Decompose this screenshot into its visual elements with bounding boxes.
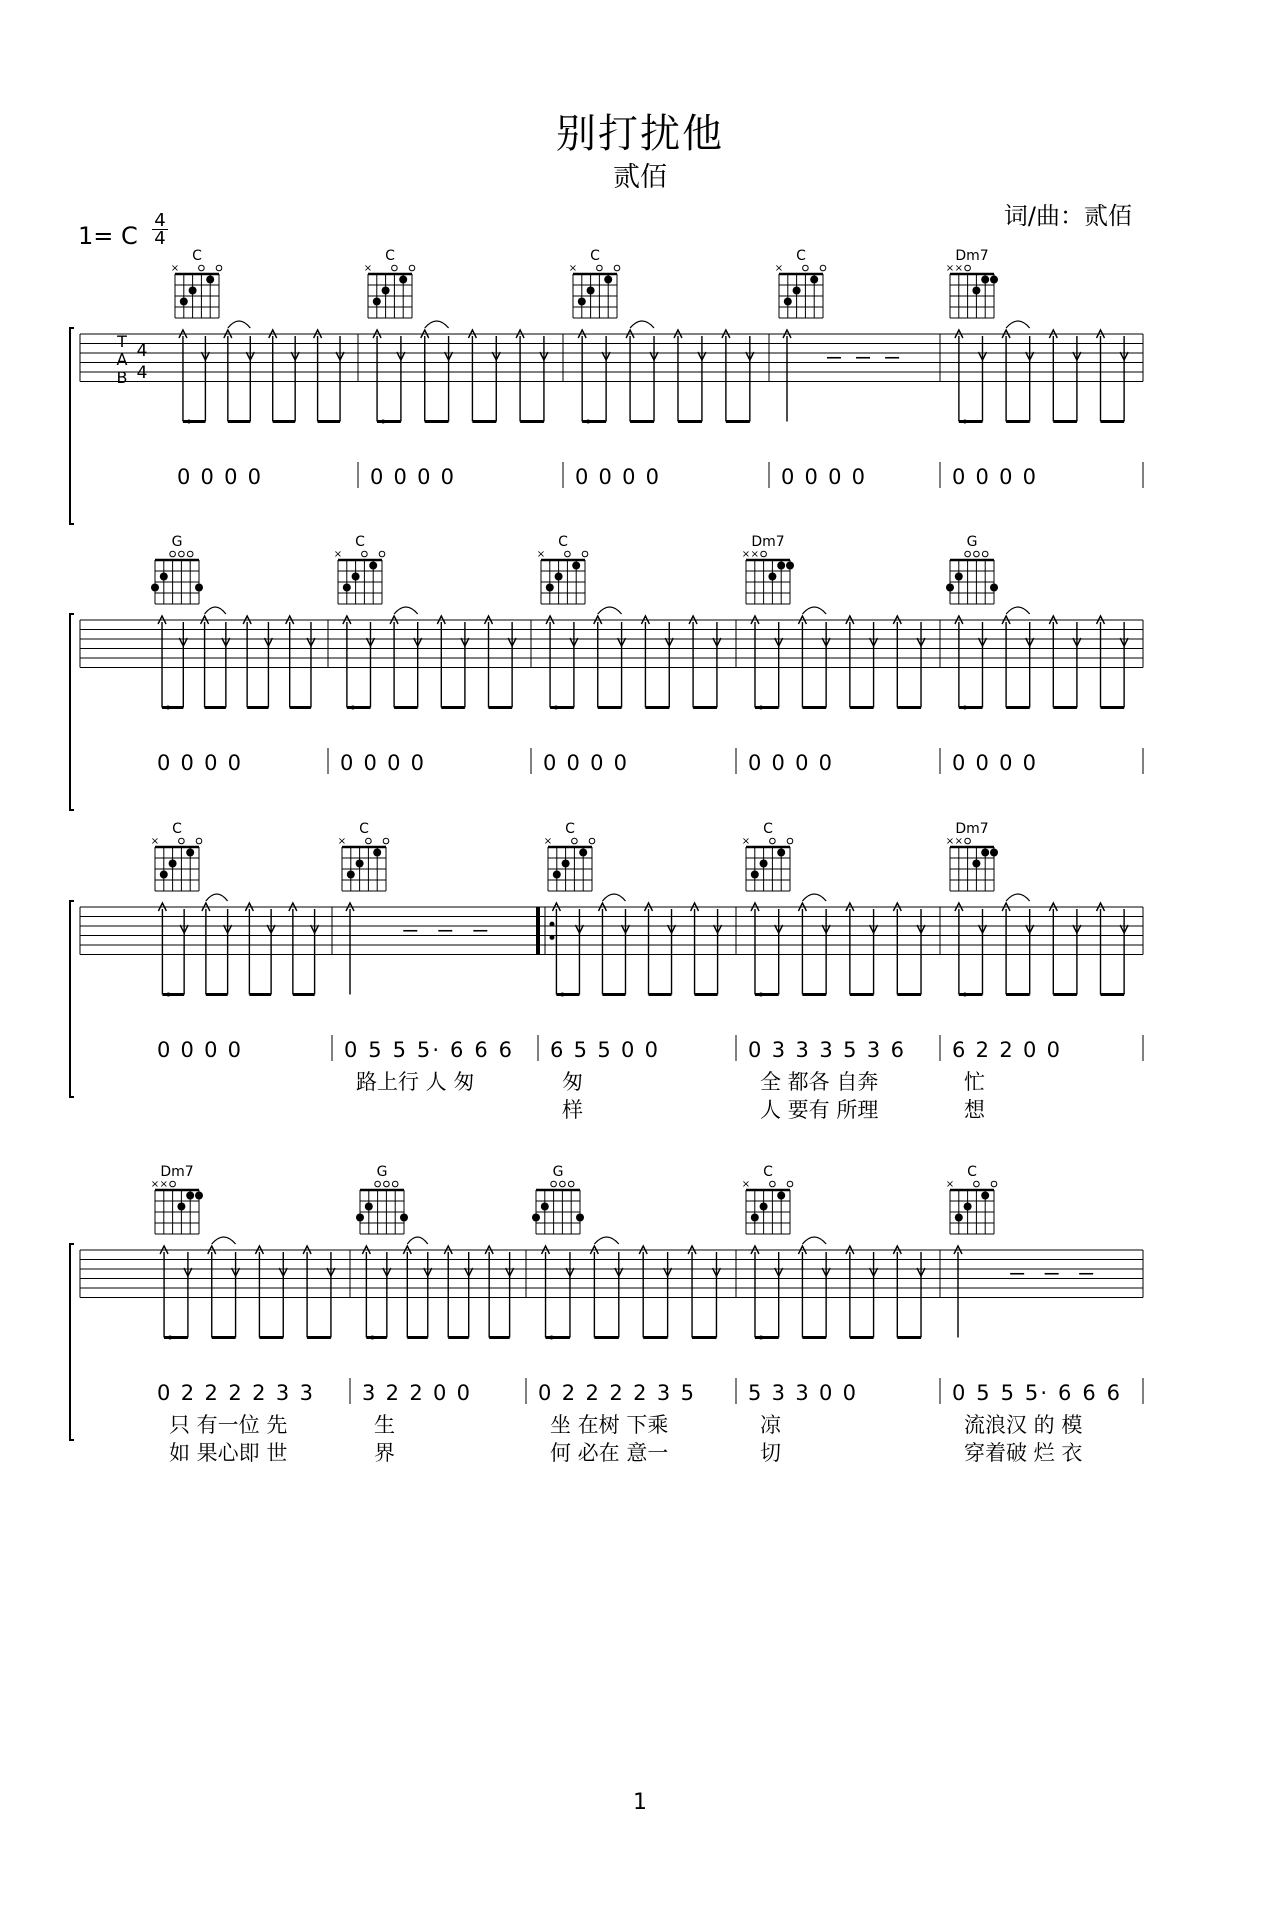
staff-system xyxy=(70,534,1143,810)
jianpu-notation: 0 5 5 5· 6 6 6 xyxy=(344,1038,512,1062)
chord-diagram xyxy=(742,1164,793,1234)
measure xyxy=(537,534,736,775)
svg-text:×: × xyxy=(954,836,963,847)
jianpu-notation: 0 0 0 0 xyxy=(575,465,659,489)
chord-diagram xyxy=(946,534,998,604)
measure xyxy=(151,534,328,775)
chord-diagram xyxy=(364,248,415,318)
svg-text:Dm7: Dm7 xyxy=(955,248,989,264)
lyric-line-2: 样 xyxy=(562,1098,583,1122)
measure xyxy=(338,821,538,1094)
measure xyxy=(151,1164,350,1465)
page-number: 1 xyxy=(633,1790,647,1815)
jianpu-notation: 0 0 0 0 xyxy=(952,465,1036,489)
chord-diagram xyxy=(334,534,385,604)
chord-diagram xyxy=(742,821,793,891)
chord-diagram xyxy=(151,1164,203,1234)
jianpu-notation: 0 0 0 0 xyxy=(952,751,1036,775)
svg-text:C: C xyxy=(590,248,600,264)
chord-diagram xyxy=(775,248,826,318)
svg-text:G: G xyxy=(552,1164,564,1180)
svg-text:Dm7: Dm7 xyxy=(955,821,989,837)
chord-diagram xyxy=(569,248,620,318)
measure xyxy=(946,821,1143,1122)
svg-text:G: G xyxy=(376,1164,388,1180)
svg-text:C: C xyxy=(967,1164,977,1180)
chord-diagram xyxy=(537,534,588,604)
lyric-line-2: 何 必在 意一 xyxy=(550,1441,669,1465)
chord-diagram xyxy=(544,821,595,891)
svg-text:G: G xyxy=(966,534,978,550)
svg-text:C: C xyxy=(763,1164,773,1180)
chord-diagram xyxy=(338,821,389,891)
chord-diagram xyxy=(356,1164,408,1234)
measure xyxy=(742,821,940,1122)
measure xyxy=(775,248,940,489)
chord-diagram xyxy=(171,248,222,318)
svg-text:×: × xyxy=(363,263,373,274)
jianpu-notation: 0 0 0 0 xyxy=(748,751,832,775)
lyric-line-1: 匆 xyxy=(562,1070,583,1094)
staff-system xyxy=(70,248,1143,524)
chord-diagram xyxy=(946,1164,997,1234)
jianpu-notation: 0 0 0 0 xyxy=(781,465,865,489)
svg-text:×: × xyxy=(170,263,180,274)
svg-text:C: C xyxy=(172,821,182,837)
chord-diagram xyxy=(946,821,998,891)
svg-text:G: G xyxy=(171,534,183,550)
lyric-line-1: 凉 xyxy=(760,1413,781,1437)
svg-text:×: × xyxy=(741,1179,751,1190)
svg-text:C: C xyxy=(192,248,202,264)
key-signature: 1= C xyxy=(78,222,138,250)
svg-text:C: C xyxy=(565,821,575,837)
lyric-line-2: 想 xyxy=(964,1098,985,1122)
chord-diagram xyxy=(151,534,203,604)
jianpu-notation: 0 0 0 0 xyxy=(370,465,454,489)
svg-text:C: C xyxy=(355,534,365,550)
staff-system xyxy=(70,1164,1143,1465)
svg-text:×: × xyxy=(945,1179,955,1190)
svg-text:C: C xyxy=(796,248,806,264)
artist-name: 贰佰 xyxy=(613,162,667,193)
lyric-line-2: 界 xyxy=(374,1441,395,1465)
svg-text:×: × xyxy=(536,549,546,560)
chord-diagram xyxy=(742,534,794,604)
svg-text:×: × xyxy=(150,836,160,847)
lyric-line-1: 流浪汉 的 模 xyxy=(964,1413,1083,1437)
measure xyxy=(334,534,531,775)
svg-text:×: × xyxy=(741,549,751,560)
chord-diagram xyxy=(151,821,202,891)
measure xyxy=(946,1164,1143,1465)
svg-text:C: C xyxy=(359,821,369,837)
jianpu-notation: 3 2 2 0 0 xyxy=(362,1381,470,1405)
lyric-line-2: 穿着破 烂 衣 xyxy=(964,1441,1083,1465)
jianpu-notation: 0 0 0 0 xyxy=(543,751,627,775)
jianpu-notation: 0 2 2 2 2 3 3 xyxy=(157,1381,313,1405)
lyric-line-1: 坐 在树 下乘 xyxy=(550,1413,669,1437)
jianpu-notation: 0 5 5 5· 6 6 6 xyxy=(952,1381,1120,1405)
measure xyxy=(742,534,940,775)
svg-text:×: × xyxy=(568,263,578,274)
lyric-line-1: 全 都各 自奔 xyxy=(760,1070,879,1094)
measure xyxy=(364,248,563,489)
time-signature-bottom: 4 xyxy=(154,228,166,249)
measure xyxy=(946,534,1143,775)
svg-text:×: × xyxy=(333,549,343,560)
measure xyxy=(356,1164,526,1465)
svg-text:C: C xyxy=(763,821,773,837)
lyric-line-1: 忙 xyxy=(964,1070,985,1094)
tab-letter: T xyxy=(117,332,127,351)
jianpu-notation: 0 0 0 0 xyxy=(157,751,241,775)
jianpu-notation: 0 0 0 0 xyxy=(177,465,261,489)
svg-text:×: × xyxy=(150,1179,160,1190)
jianpu-notation: 0 2 2 2 2 3 5 xyxy=(538,1381,694,1405)
measure xyxy=(946,248,1143,489)
jianpu-notation: 6 5 5 0 0 xyxy=(550,1038,658,1062)
jianpu-notation: 0 3 3 3 5 3 6 xyxy=(748,1038,904,1062)
svg-text:×: × xyxy=(945,836,955,847)
svg-text:×: × xyxy=(337,836,347,847)
svg-text:×: × xyxy=(954,263,963,274)
svg-text:Dm7: Dm7 xyxy=(751,534,785,550)
song-title: 别打扰他 xyxy=(556,111,724,157)
jianpu-notation: 6 2 2 0 0 xyxy=(952,1038,1060,1062)
chord-diagram xyxy=(946,248,998,318)
credits: 词/曲：贰佰 xyxy=(1003,202,1132,230)
measure xyxy=(171,248,358,489)
lyric-line-1: 只 有一位 先 xyxy=(169,1413,288,1437)
jianpu-notation: 0 0 0 0 xyxy=(340,751,424,775)
lyric-line-1: 生 xyxy=(374,1413,395,1437)
tab-letter: A xyxy=(116,350,128,369)
chord-diagram xyxy=(532,1164,584,1234)
jianpu-notation: 0 0 0 0 xyxy=(157,1038,241,1062)
time-signature-top: 4 xyxy=(154,210,166,231)
svg-text:×: × xyxy=(750,549,759,560)
svg-text:Dm7: Dm7 xyxy=(160,1164,194,1180)
measure xyxy=(742,1164,940,1465)
svg-text:×: × xyxy=(774,263,784,274)
jianpu-notation: 5 3 3 0 0 xyxy=(748,1381,856,1405)
lyric-line-1: 路上行 人 匆 xyxy=(356,1070,475,1094)
lyric-line-2: 切 xyxy=(760,1441,781,1465)
svg-text:×: × xyxy=(543,836,553,847)
measure xyxy=(569,248,769,489)
svg-text:C: C xyxy=(558,534,568,550)
tab-letter: B xyxy=(116,368,128,387)
measure xyxy=(151,821,332,1062)
measure xyxy=(532,1164,736,1465)
staff-system xyxy=(70,821,1143,1122)
svg-text:×: × xyxy=(741,836,751,847)
tab-timesig-top: 4 xyxy=(136,341,148,361)
svg-text:×: × xyxy=(159,1179,168,1190)
lyric-line-2: 如 果心即 世 xyxy=(169,1441,288,1465)
svg-text:C: C xyxy=(385,248,395,264)
lyric-line-2: 人 要有 所理 xyxy=(760,1098,879,1122)
svg-text:×: × xyxy=(945,263,955,274)
tab-timesig-bottom: 4 xyxy=(136,363,148,383)
measure xyxy=(538,821,736,1122)
